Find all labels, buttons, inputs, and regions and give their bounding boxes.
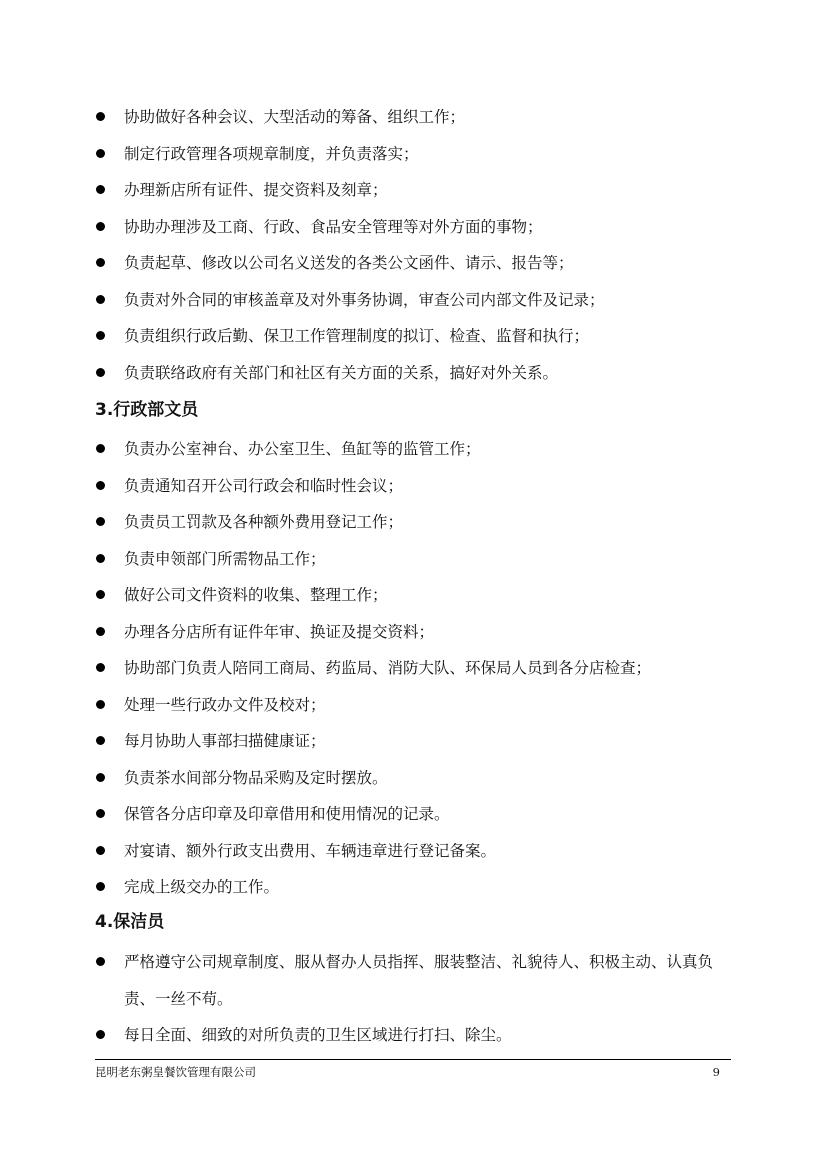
list-item (95, 760, 735, 797)
list-item (95, 869, 735, 906)
bullet-icon (96, 736, 105, 745)
list-item (95, 614, 735, 651)
cleaner-duties-list (95, 944, 727, 1054)
footer-company-name: 昆明老东粥皇餐饮管理有限公司 (95, 1065, 256, 1079)
bullet-icon (96, 185, 105, 194)
list-item-text: 每日全面、细致的对所负责的卫生区域进行打扫、除尘。 (124, 1026, 512, 1044)
bullet-icon (96, 149, 105, 158)
list-item-text: 处理一些行政办文件及校对； (124, 695, 326, 714)
list-item (95, 99, 735, 136)
bullet-icon (96, 809, 105, 818)
list-item (95, 136, 735, 173)
bullet-icon (96, 700, 105, 709)
bullet-icon (96, 331, 105, 340)
bullet-icon (96, 773, 105, 782)
list-item-text: 负责茶水间部分物品采购及定时摆放。 (124, 768, 388, 787)
list-item-text: 负责申领部门所需物品工作； (124, 549, 326, 568)
list-item-text: 制定行政管理各项规章制度，并负责落实； (124, 144, 419, 163)
bullet-icon (96, 481, 105, 490)
section-heading-cleaner: 4.保洁员 (95, 912, 165, 932)
list-item (95, 577, 735, 614)
list-item (95, 541, 735, 578)
list-item (95, 318, 735, 355)
list-item-text: 协助部门负责人陪同工商局、药监局、消防大队、环保局人员到各分店检查； (124, 659, 652, 677)
bullet-icon (96, 882, 105, 891)
list-item (95, 944, 727, 1017)
bullet-icon (96, 444, 105, 453)
list-item (95, 723, 735, 760)
list-item (95, 209, 735, 246)
list-item-text: 负责组织行政后勤、保卫工作管理制度的拟订、检查、监督和执行； (124, 327, 590, 345)
list-item (95, 172, 735, 209)
page-number: 9 (712, 1065, 720, 1079)
list-item-text: 协助做好各种会议、大型活动的筹备、组织工作； (124, 108, 466, 126)
list-item-text: 办理各分店所有证件年审、换证及提交资料； (124, 622, 435, 641)
bullet-icon (96, 295, 105, 304)
list-item (95, 355, 735, 392)
duties-list-block (95, 99, 735, 391)
list-item-text: 协助办理涉及工商、行政、食品安全管理等对外方面的事物； (124, 217, 543, 236)
bullet-icon (96, 846, 105, 855)
list-item-text: 每月协助人事部扫描健康证； (124, 732, 326, 750)
bullet-icon (96, 517, 105, 526)
list-item-text: 办理新店所有证件、提交资料及刻章； (124, 181, 388, 199)
section-heading-admin-clerk: 3.行政部文员 (95, 400, 199, 420)
list-item-text: 负责联络政府有关部门和社区有关方面的关系，搞好对外关系。 (124, 363, 559, 382)
list-item (95, 504, 735, 541)
list-item-text: 完成上级交办的工作。 (124, 878, 280, 896)
duties-list (95, 99, 735, 391)
bullet-icon (96, 368, 105, 377)
list-item (95, 1017, 727, 1054)
list-item-text: 做好公司文件资料的收集、整理工作； (124, 586, 388, 604)
footer-divider (95, 1059, 731, 1060)
bullet-icon (96, 554, 105, 563)
list-item-text: 负责办公室神台、办公室卫生、鱼缸等的监管工作； (124, 440, 481, 458)
bullet-icon (96, 222, 105, 231)
bullet-icon (96, 663, 105, 672)
list-item-text: 对宴请、额外行政支出费用、车辆违章进行登记备案。 (124, 841, 497, 860)
list-item-text: 负责通知召开公司行政会和临时性会议； (124, 476, 404, 495)
bullet-icon (96, 627, 105, 636)
list-item-text: 保管各分店印章及印章借用和使用情况的记录。 (124, 805, 450, 823)
list-item (95, 687, 735, 724)
list-item (95, 833, 735, 870)
admin-clerk-duties-list (95, 431, 735, 906)
list-item (95, 468, 735, 505)
cleaner-list-block (95, 944, 727, 1054)
list-item (95, 282, 735, 319)
list-item (95, 796, 735, 833)
bullet-icon (96, 957, 105, 966)
bullet-icon (96, 1030, 105, 1039)
list-item (95, 245, 735, 282)
bullet-icon (96, 590, 105, 599)
list-item-text: 严格遵守公司规章制度、服从督办人员指挥、服装整洁、礼貌待人、积极主动、认真负责、一丝不苟。 (124, 953, 714, 1008)
list-item (95, 431, 735, 468)
list-item (95, 650, 735, 687)
admin-clerk-list-block (95, 431, 735, 906)
list-item-text: 负责对外合同的审核盖章及对外事务协调，审查公司内部文件及记录； (124, 290, 605, 309)
list-item-text: 负责起草、修改以公司名义送发的各类公文函件、请示、报告等； (124, 254, 574, 272)
bullet-icon (96, 112, 105, 121)
list-item-text: 负责员工罚款及各种额外费用登记工作； (124, 513, 404, 531)
bullet-icon (96, 258, 105, 267)
